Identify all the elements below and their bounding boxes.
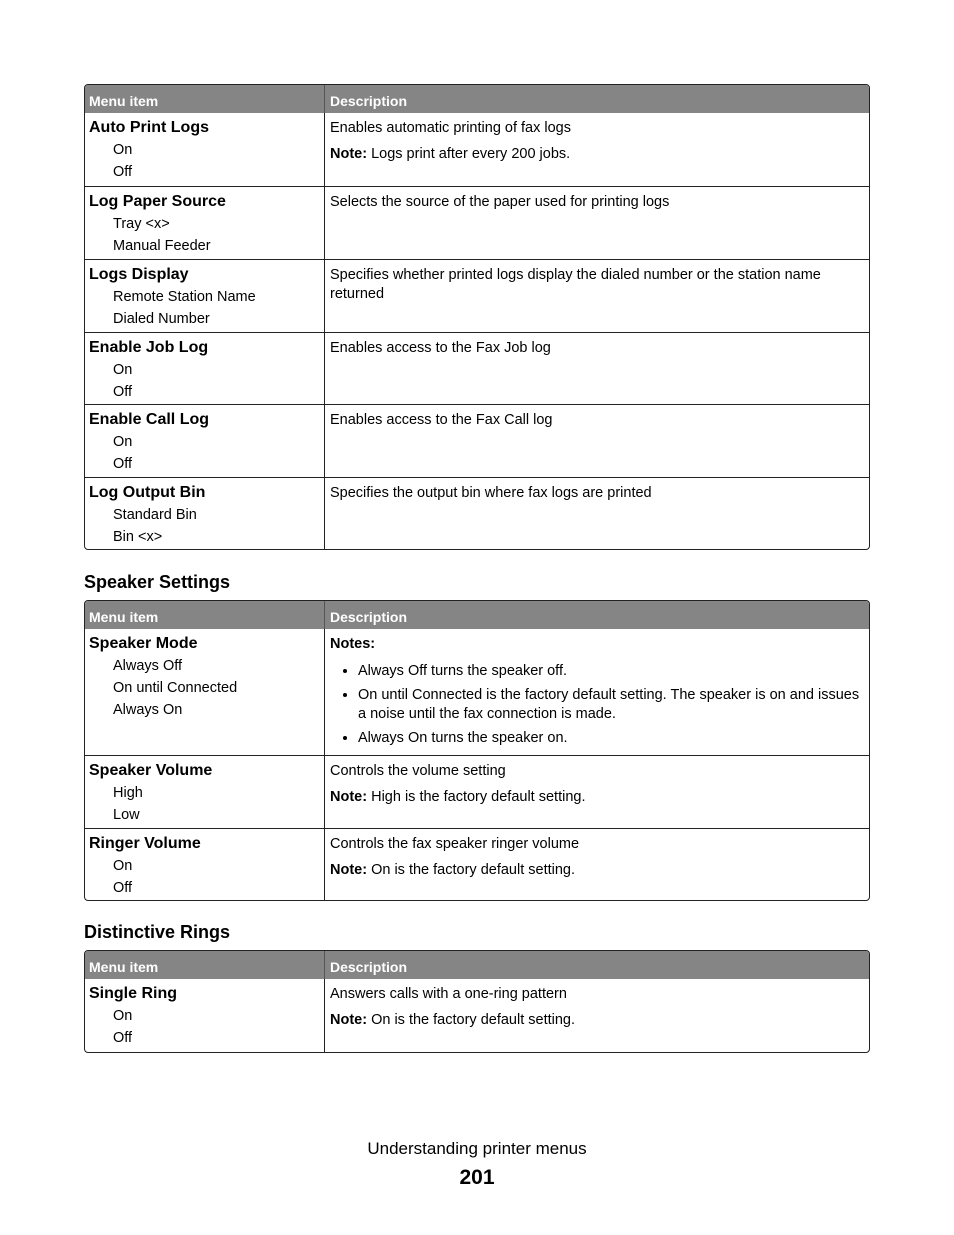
menu-item-option: On	[113, 858, 133, 874]
header-description: Description	[330, 959, 408, 975]
menu-item-option: On	[113, 1008, 133, 1024]
menu-item-option: On until Connected	[113, 680, 238, 696]
menu-item-name: Ringer Volume	[89, 835, 201, 852]
header-description: Description	[330, 609, 408, 625]
menu-item-option: Always Off	[113, 658, 183, 674]
menu-item-option: Remote Station Name	[113, 289, 256, 305]
menu-item-name: Log Paper Source	[89, 193, 226, 210]
menu-item-name: Log Output Bin	[89, 484, 206, 501]
menu-item-option: Manual Feeder	[113, 238, 211, 254]
table-row	[85, 979, 869, 1052]
menu-item-name: Speaker Mode	[89, 635, 198, 652]
menu-item-name: Auto Print Logs	[89, 119, 209, 136]
list-item: • Always On turns the speaker on.	[358, 729, 863, 748]
description-text: Selects the source of the paper used for printing logs	[330, 194, 670, 210]
table-row	[85, 186, 869, 259]
speaker-settings-table	[84, 600, 870, 901]
list-item: • Always Off turns the speaker off.	[358, 662, 863, 681]
description-note: Note: Logs print after every 200 jobs.	[330, 146, 571, 162]
description-text: Specifies the output bin where fax logs are printed	[330, 485, 652, 501]
menu-item-name: Enable Job Log	[89, 339, 209, 356]
menu-item-option: Off	[113, 164, 133, 180]
description-text: Enables access to the Fax Job log	[330, 340, 551, 356]
menu-item-option: Off	[113, 880, 133, 896]
list-item: • On until Connected is the factory default setting. The speaker is on and issues a noise until the fax connection is made.	[358, 686, 863, 724]
menu-item-name: Single Ring	[89, 985, 177, 1002]
description-note: Note: High is the factory default setting.	[330, 789, 586, 805]
section-title-distinctive-rings: Distinctive Rings	[84, 922, 231, 942]
menu-item-option: On	[113, 362, 133, 378]
table-row	[85, 828, 869, 900]
menu-item-name: Speaker Volume	[89, 762, 213, 779]
menu-item-option: Standard Bin	[113, 507, 197, 523]
header-menu-item: Menu item	[85, 951, 325, 979]
header-menu-item: Menu item	[85, 601, 325, 629]
description-text: Enables automatic printing of fax logs	[330, 120, 571, 136]
fax-log-table	[84, 84, 870, 550]
description-note: Note: On is the factory default setting.	[330, 1012, 576, 1028]
table-row	[85, 477, 869, 549]
section-title-speaker-settings: Speaker Settings	[84, 572, 231, 592]
table-header	[85, 951, 869, 979]
distinctive-rings-table	[84, 950, 870, 1053]
table-header	[85, 601, 869, 629]
table-row	[85, 629, 869, 755]
notes-label: Notes:	[330, 636, 376, 652]
menu-item-option: On	[113, 142, 133, 158]
table-header	[85, 85, 869, 113]
menu-item-option: Tray <x>	[113, 216, 170, 232]
menu-item-option: On	[113, 434, 133, 450]
description-note: Note: On is the factory default setting.	[330, 862, 576, 878]
table-row	[85, 332, 869, 404]
footer-label: Understanding printer menus	[367, 1139, 587, 1158]
notes-list	[330, 662, 863, 748]
menu-item-option: Off	[113, 384, 133, 400]
menu-item-option: High	[113, 785, 143, 801]
description-text: Specifies whether printed logs display the dialed number or the station name returned	[330, 267, 821, 302]
menu-item-option: Always On	[113, 702, 183, 718]
table-row	[85, 755, 869, 828]
menu-item-name: Logs Display	[89, 266, 189, 283]
table-row	[85, 404, 869, 477]
description-text: Answers calls with a one-ring pattern	[330, 986, 567, 1002]
menu-item-option: Bin <x>	[113, 529, 163, 545]
table-row	[85, 113, 869, 186]
page-number: 201	[459, 1166, 495, 1189]
table-row	[85, 259, 869, 332]
menu-item-option: Low	[113, 807, 140, 823]
description-text: Enables access to the Fax Call log	[330, 412, 553, 428]
menu-item-option: Off	[113, 1030, 133, 1046]
header-menu-item: Menu item	[85, 85, 325, 113]
menu-item-option: Dialed Number	[113, 311, 210, 327]
description-text: Controls the fax speaker ringer volume	[330, 836, 580, 852]
description-text: Controls the volume setting	[330, 763, 506, 779]
header-description: Description	[330, 93, 408, 109]
menu-item-option: Off	[113, 456, 133, 472]
menu-item-name: Enable Call Log	[89, 411, 210, 428]
